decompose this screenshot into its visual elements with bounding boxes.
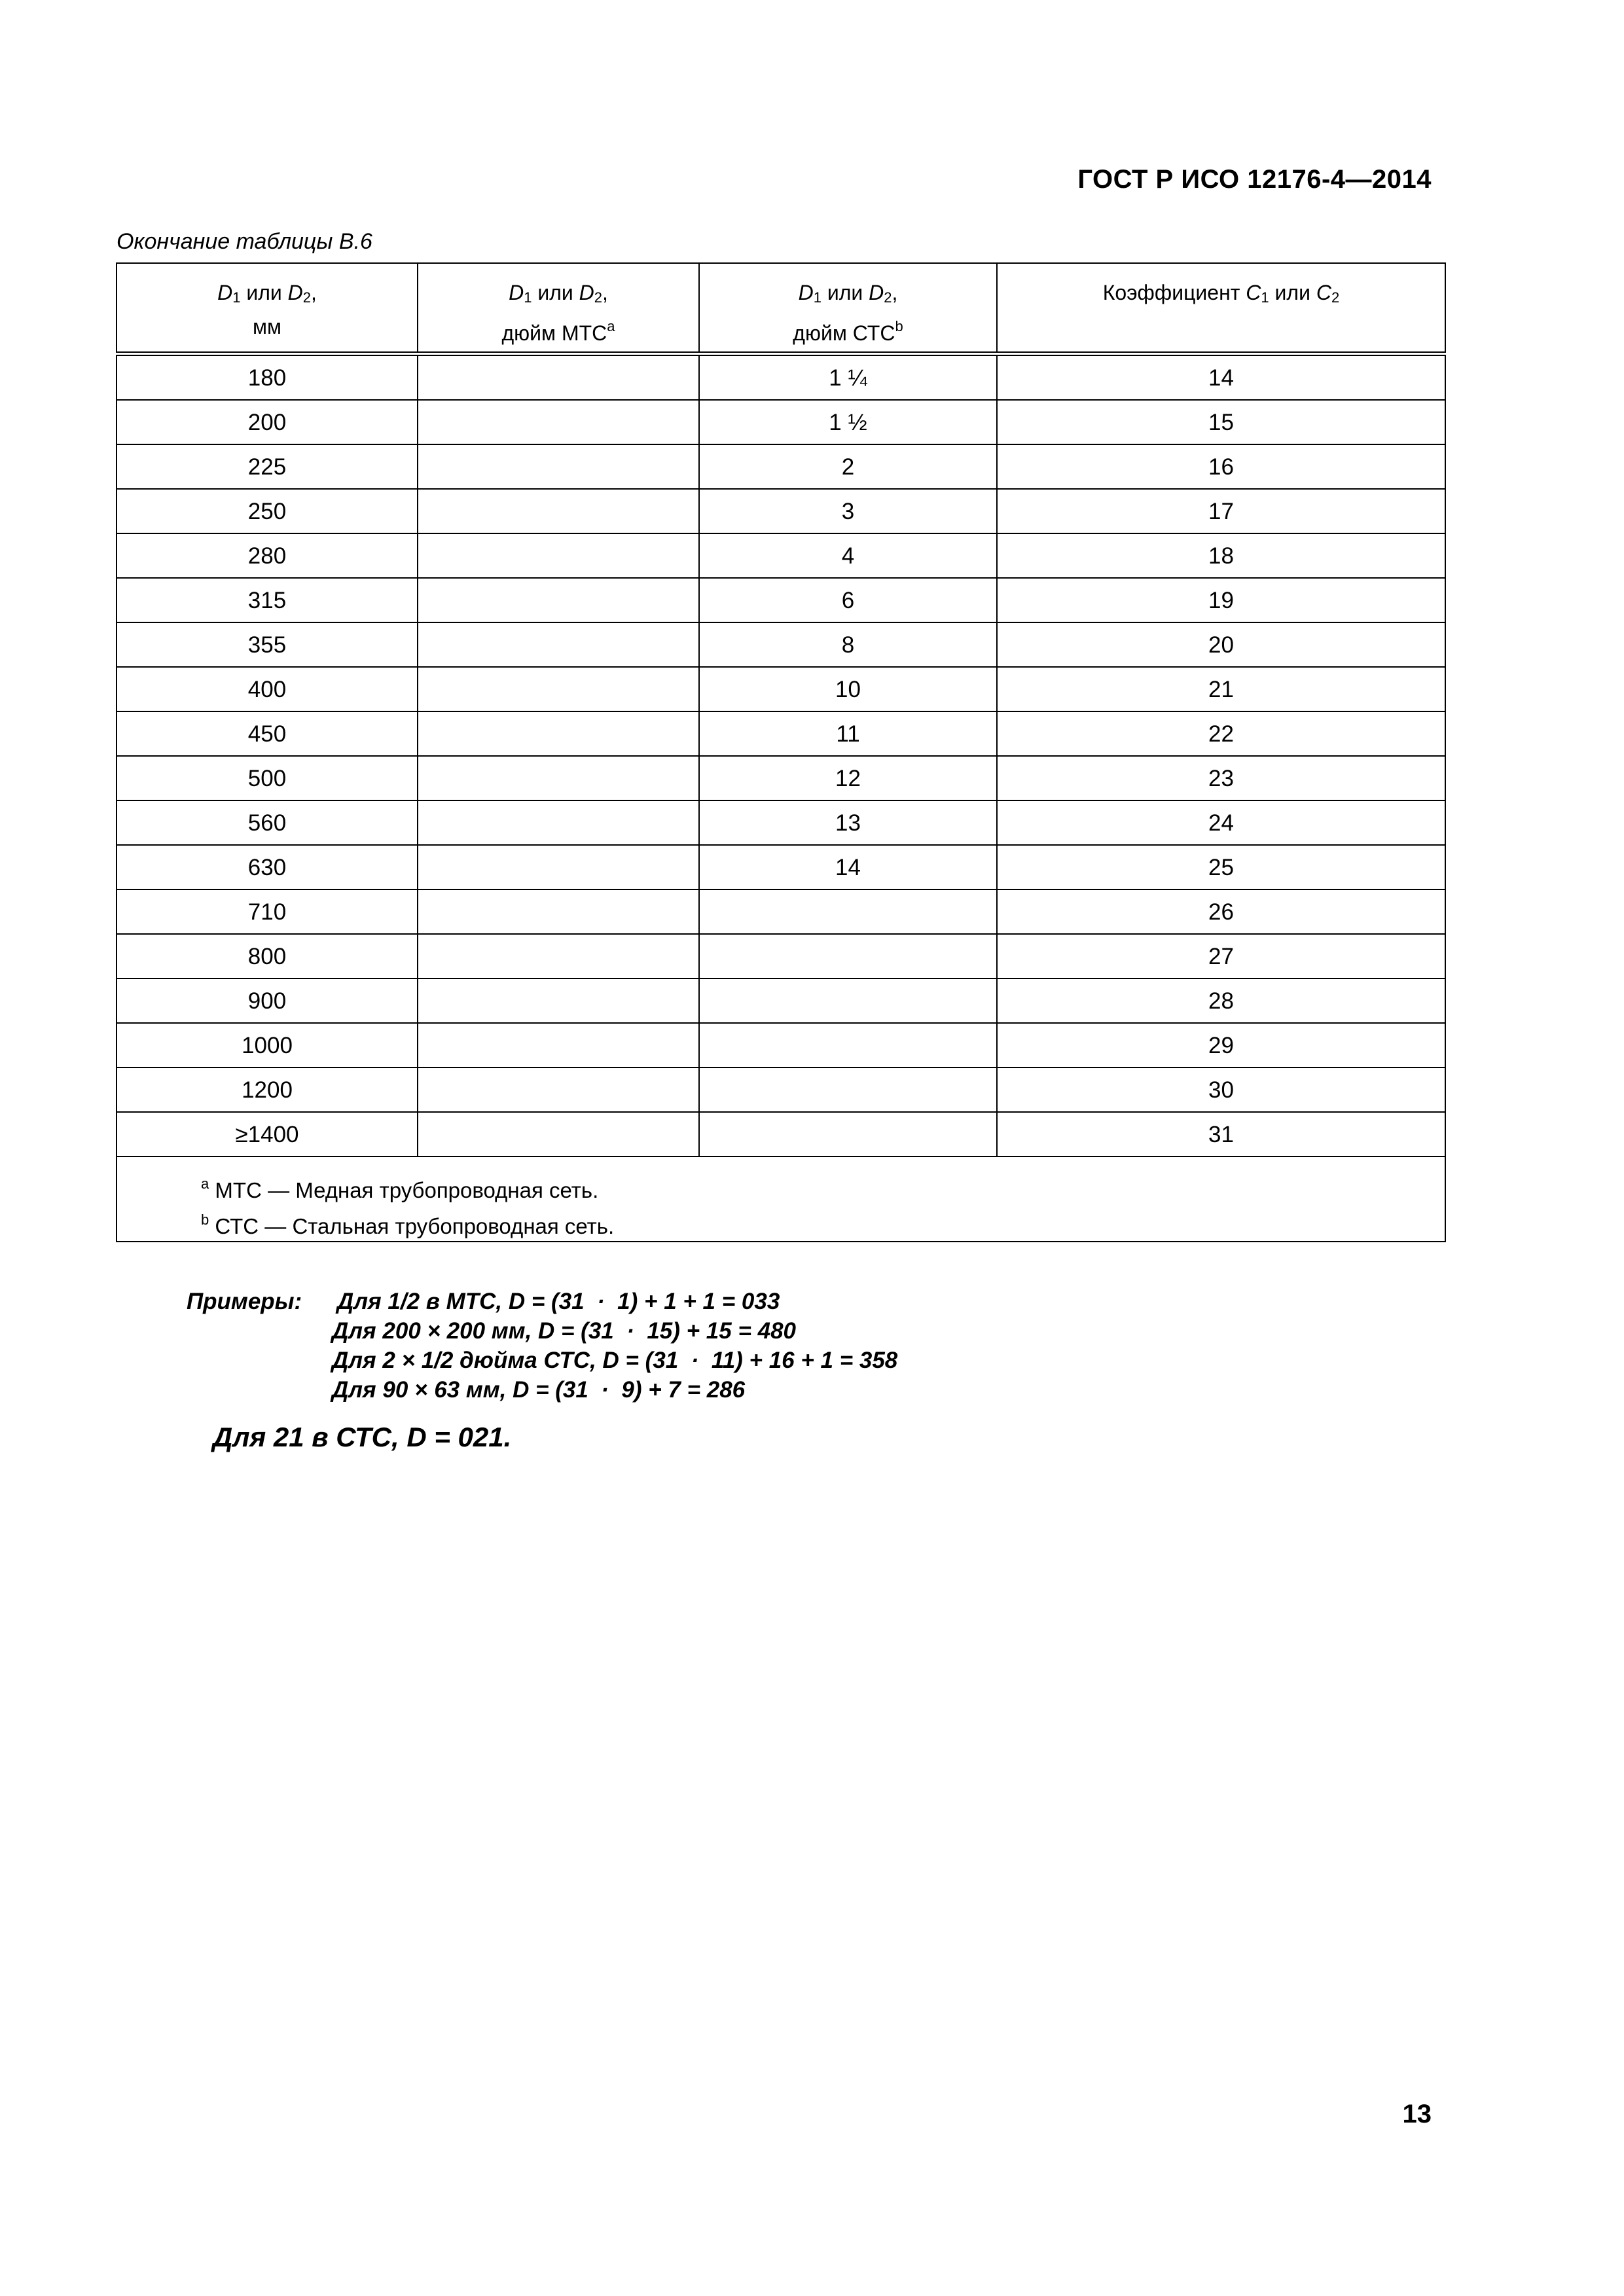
cell-diameter-stc: 14 bbox=[699, 845, 997, 889]
cell-diameter-mm: 180 bbox=[117, 354, 418, 401]
table-row bbox=[117, 1112, 1445, 1157]
cell-diameter-mm: 250 bbox=[117, 489, 418, 533]
cell-coefficient: 27 bbox=[997, 934, 1445, 978]
cell-diameter-mm: 1000 bbox=[117, 1023, 418, 1067]
cell-diameter-mtc bbox=[418, 800, 699, 845]
header-diameter-mm: D1 или D2, мм bbox=[117, 263, 418, 354]
cell-coefficient: 24 bbox=[997, 800, 1445, 845]
example-line: Для 2 × 1/2 дюйма СТС, D = (31 · 11) + 16 + 1 = 358 bbox=[332, 1348, 898, 1373]
cell-diameter-stc: 1 ¼ bbox=[699, 354, 997, 401]
cell-diameter-mtc bbox=[418, 533, 699, 578]
table-caption: Окончание таблицы В.6 bbox=[117, 229, 372, 254]
coefficient-table bbox=[116, 262, 1446, 1242]
cell-diameter-stc: 11 bbox=[699, 711, 997, 756]
cell-diameter-mm: 560 bbox=[117, 800, 418, 845]
table-row bbox=[117, 889, 1445, 934]
table-row bbox=[117, 444, 1445, 489]
cell-coefficient: 23 bbox=[997, 756, 1445, 800]
cell-diameter-stc bbox=[699, 1023, 997, 1067]
cell-diameter-mtc bbox=[418, 578, 699, 622]
cell-diameter-stc: 1 ½ bbox=[699, 400, 997, 444]
cell-diameter-mtc bbox=[418, 1067, 699, 1112]
table-row bbox=[117, 845, 1445, 889]
table-row bbox=[117, 622, 1445, 667]
cell-coefficient: 25 bbox=[997, 845, 1445, 889]
table-row bbox=[117, 578, 1445, 622]
cell-diameter-stc bbox=[699, 1112, 997, 1157]
table-row bbox=[117, 400, 1445, 444]
table-row bbox=[117, 978, 1445, 1023]
cell-diameter-mtc bbox=[418, 444, 699, 489]
cell-diameter-mtc bbox=[418, 889, 699, 934]
cell-diameter-mtc bbox=[418, 978, 699, 1023]
cell-diameter-mtc bbox=[418, 400, 699, 444]
cell-coefficient: 19 bbox=[997, 578, 1445, 622]
cell-diameter-mtc bbox=[418, 845, 699, 889]
cell-coefficient: 30 bbox=[997, 1067, 1445, 1112]
cell-diameter-mm: 450 bbox=[117, 711, 418, 756]
cell-diameter-mtc bbox=[418, 354, 699, 401]
cell-diameter-stc: 8 bbox=[699, 622, 997, 667]
cell-diameter-mm: 355 bbox=[117, 622, 418, 667]
cell-coefficient: 17 bbox=[997, 489, 1445, 533]
cell-diameter-stc: 6 bbox=[699, 578, 997, 622]
cell-diameter-stc: 13 bbox=[699, 800, 997, 845]
table-header-row bbox=[117, 263, 1445, 354]
cell-diameter-mtc bbox=[418, 622, 699, 667]
cell-diameter-mtc bbox=[418, 1023, 699, 1067]
cell-diameter-mtc bbox=[418, 934, 699, 978]
cell-diameter-mm: 630 bbox=[117, 845, 418, 889]
cell-coefficient: 15 bbox=[997, 400, 1445, 444]
cell-diameter-stc: 10 bbox=[699, 667, 997, 711]
table-row bbox=[117, 1067, 1445, 1112]
cell-diameter-mtc bbox=[418, 711, 699, 756]
cell-coefficient: 21 bbox=[997, 667, 1445, 711]
table-row bbox=[117, 800, 1445, 845]
cell-diameter-stc bbox=[699, 978, 997, 1023]
cell-diameter-mm: 400 bbox=[117, 667, 418, 711]
table-row bbox=[117, 354, 1445, 401]
cell-diameter-mtc bbox=[418, 667, 699, 711]
document-code: ГОСТ Р ИСО 12176-4—2014 bbox=[1077, 165, 1432, 194]
cell-diameter-mm: 280 bbox=[117, 533, 418, 578]
example-line: Для 200 × 200 мм, D = (31 · 15) + 15 = 480 bbox=[332, 1318, 797, 1344]
table-row bbox=[117, 1023, 1445, 1067]
cell-diameter-stc: 4 bbox=[699, 533, 997, 578]
cell-coefficient: 22 bbox=[997, 711, 1445, 756]
header-coefficient: Коэффициент C1 или C2 bbox=[997, 263, 1445, 354]
cell-diameter-mtc bbox=[418, 756, 699, 800]
footnote-b: $^b$ СТС — Стальная трубопроводная сеть. bbox=[201, 1211, 615, 1238]
cell-diameter-mm: 200 bbox=[117, 400, 418, 444]
cell-diameter-stc bbox=[699, 1067, 997, 1112]
cell-diameter-mm: 800 bbox=[117, 934, 418, 978]
table-row bbox=[117, 533, 1445, 578]
cell-diameter-mm: 225 bbox=[117, 444, 418, 489]
cell-diameter-mtc bbox=[418, 1112, 699, 1157]
table-row bbox=[117, 711, 1445, 756]
cell-diameter-mm: 500 bbox=[117, 756, 418, 800]
examples-label: Примеры: bbox=[187, 1289, 302, 1314]
cell-coefficient: 18 bbox=[997, 533, 1445, 578]
page-number: 13 bbox=[1402, 2100, 1432, 2128]
example-line: Для 90 × 63 мм, D = (31 · 9) + 7 = 286 bbox=[332, 1377, 746, 1403]
cell-diameter-stc: 3 bbox=[699, 489, 997, 533]
table-notes bbox=[117, 1157, 1445, 1242]
cell-diameter-stc bbox=[699, 934, 997, 978]
example-line: Для 1/2 в МТС, D = (31 · 1) + 1 + 1 = 033 bbox=[337, 1289, 780, 1314]
cell-diameter-stc: 12 bbox=[699, 756, 997, 800]
examples-block bbox=[187, 1287, 897, 1405]
cell-coefficient: 28 bbox=[997, 978, 1445, 1023]
cell-diameter-stc: 2 bbox=[699, 444, 997, 489]
table-row bbox=[117, 489, 1445, 533]
cell-diameter-mtc bbox=[418, 489, 699, 533]
header-diameter-stc: D1 или D2, дюйм СТС$^b$ bbox=[699, 263, 997, 354]
cell-diameter-mm: 710 bbox=[117, 889, 418, 934]
table-row bbox=[117, 667, 1445, 711]
cell-coefficient: 20 bbox=[997, 622, 1445, 667]
cell-diameter-mm: ≥1400 bbox=[117, 1112, 418, 1157]
cell-coefficient: 26 bbox=[997, 889, 1445, 934]
cell-coefficient: 29 bbox=[997, 1023, 1445, 1067]
cell-diameter-mm: 1200 bbox=[117, 1067, 418, 1112]
table-row bbox=[117, 756, 1445, 800]
footnote-a: $^a$ МТС — Медная трубопроводная сеть. bbox=[201, 1175, 599, 1202]
cell-diameter-mm: 315 bbox=[117, 578, 418, 622]
table-notes-row bbox=[117, 1157, 1445, 1242]
cell-coefficient: 14 bbox=[997, 354, 1445, 401]
cell-coefficient: 31 bbox=[997, 1112, 1445, 1157]
final-example: Для 21 в СТС, D = 021. bbox=[213, 1422, 512, 1452]
cell-coefficient: 16 bbox=[997, 444, 1445, 489]
cell-diameter-mm: 900 bbox=[117, 978, 418, 1023]
header-diameter-mtc: D1 или D2, дюйм МТС$^a$ bbox=[418, 263, 699, 354]
table-row bbox=[117, 934, 1445, 978]
cell-diameter-stc bbox=[699, 889, 997, 934]
